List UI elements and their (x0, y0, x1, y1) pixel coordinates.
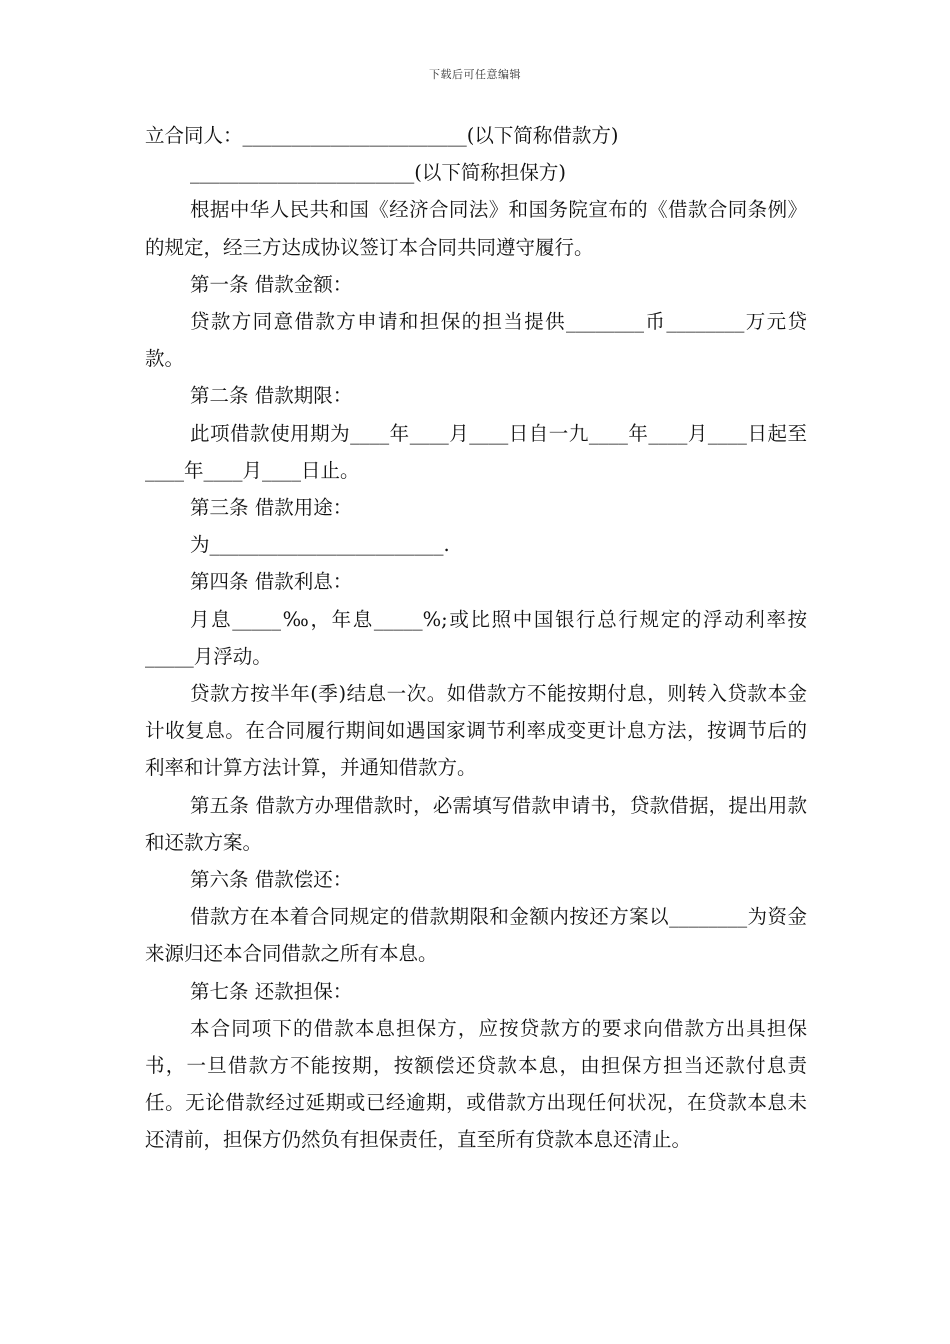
article-1-heading: 第一条 借款金额： (190, 272, 353, 296)
interest-settlement-paragraph: 贷款方按半年(季)结息一次。如借款方不能按期付息，则转入贷款本金计收复息。在合同履行期间如遇国家调节利率成变更计息方法，按调节后的利率和计算方法计算，并通知借款方。 (145, 682, 807, 780)
article-2-text: 此项借款使用期为____年____月____日自一九____年____月____日起至____年____月____日止。 (145, 421, 807, 482)
article-3-text: 为________________________. (190, 533, 450, 557)
contract-body (145, 117, 807, 1159)
article-1-text: 贷款方同意借款方申请和担保的担当提供________币________万元贷款。 (145, 310, 807, 371)
article-4-heading: 第四条 借款利息： (190, 570, 353, 594)
article-6-heading: 第六条 借款偿还： (190, 868, 353, 892)
article-7-heading: 第七条 还款担保： (190, 979, 353, 1003)
article-6-text: 借款方在本着合同规定的借款期限和金额内按还方案以________为资金来源归还本合同借款之所有本息。 (145, 905, 807, 966)
article-5-text: 第五条 借款方办理借款时，必需填写借款申请书，贷款借据，提出用款和还款方案。 (145, 793, 807, 854)
article-4-text: 月息_____‰，年息_____%;或比照中国银行总行规定的浮动利率按_____月浮动。 (145, 607, 807, 668)
page-header: 下载后可任意编辑 (429, 68, 521, 81)
parties-guarantor-line: _______________________(以下简称担保方) (190, 161, 566, 185)
preamble-paragraph: 根据中华人民共和国《经济合同法》和国务院宣布的《借款合同条例》的规定，经三方达成协议签订本合同共同遵守履行。 (145, 198, 807, 259)
parties-borrower-line: 立合同人：_______________________(以下简称借款方) (145, 124, 619, 147)
article-3-heading: 第三条 借款用途： (190, 496, 353, 520)
article-7-text: 本合同项下的借款本息担保方，应按贷款方的要求向借款方出具担保书，一旦借款方不能按期，按额偿还贷款本息，由担保方担当还款付息责任。无论借款经过延期或已经逾期，或借款方出现任何状况，在贷款本息未还清前，担保方仍然负有担保责任，直至所有贷款本息还清止。 (145, 1016, 807, 1152)
article-2-heading: 第二条 借款期限： (190, 384, 353, 408)
